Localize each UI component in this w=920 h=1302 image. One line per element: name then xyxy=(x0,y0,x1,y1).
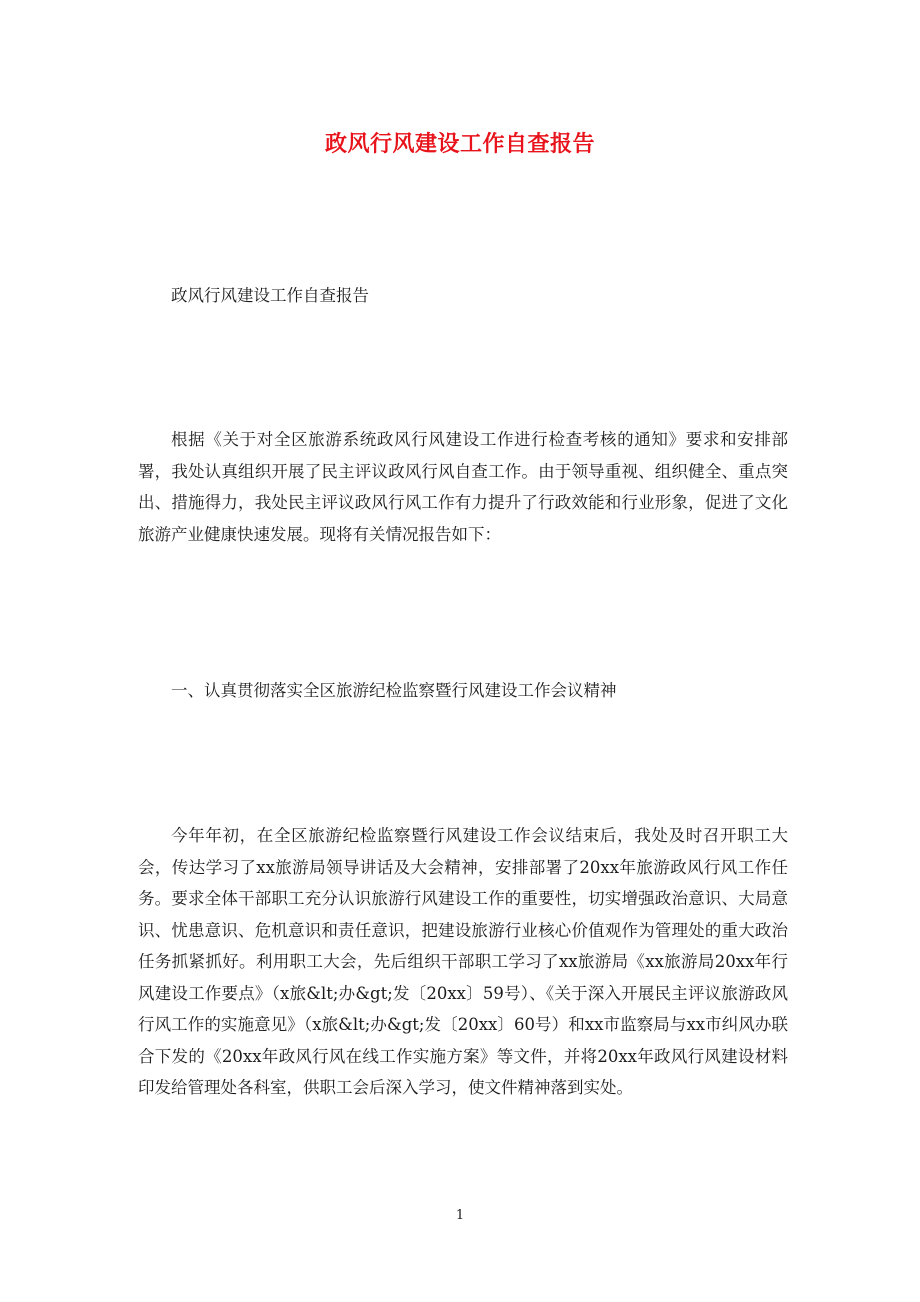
document-subtitle: 政风行风建设工作自查报告 xyxy=(171,286,369,305)
section-1-paragraph: 今年年初，在全区旅游纪检监察暨行风建设工作会议结束后，我处及时召开职工大会，传达学习了xx旅游局领导讲话及大会精神，安排部署了20xx年旅游政风行风工作任务。要求全体干部职工充分认识旅游行风建设工作的重要性，切实增强政治意识、大局意识、忧患意识、危机意识和责任意识，把建设旅游行业核心价值观作为管理处的重大政治任务抓紧抓好。利用职工大会，先后组织干部职工学习了xx旅游局《xx旅游局20xx年行风建设工作要点》（x旅&lt;办&gt;发〔20xx〕59号）、《关于深入开展民主评议旅游政风行风工作的实施意见》（x旅&lt;办&gt;发〔20xx〕60号）和xx市监察局与xx市纠风办联合下发的《20xx年政风行风在线工作实施方案》等文件，并将20xx年政风行风建设材料印发给管理处各科室，供职工会后深入学习，使文件精神落到实处。 xyxy=(138,826,788,1097)
intro-paragraph: 根据《关于对全区旅游系统政风行风建设工作进行检查考核的通知》要求和安排部署，我处认真组织开展了民主评议政风行风自查工作。由于领导重视、组织健全、重点突出、措施得力，我处民主评议政风行风工作有力提升了行政效能和行业形象，促进了文化旅游产业健康快速发展。现将有关情况报告如下： xyxy=(138,430,788,544)
page-number: 1 xyxy=(455,1208,465,1223)
section-heading-1: 一、认真贯彻落实全区旅游纪检监察暨行风建设工作会议精神 xyxy=(171,681,617,700)
document-title: 政风行风建设工作自查报告 xyxy=(324,131,595,157)
